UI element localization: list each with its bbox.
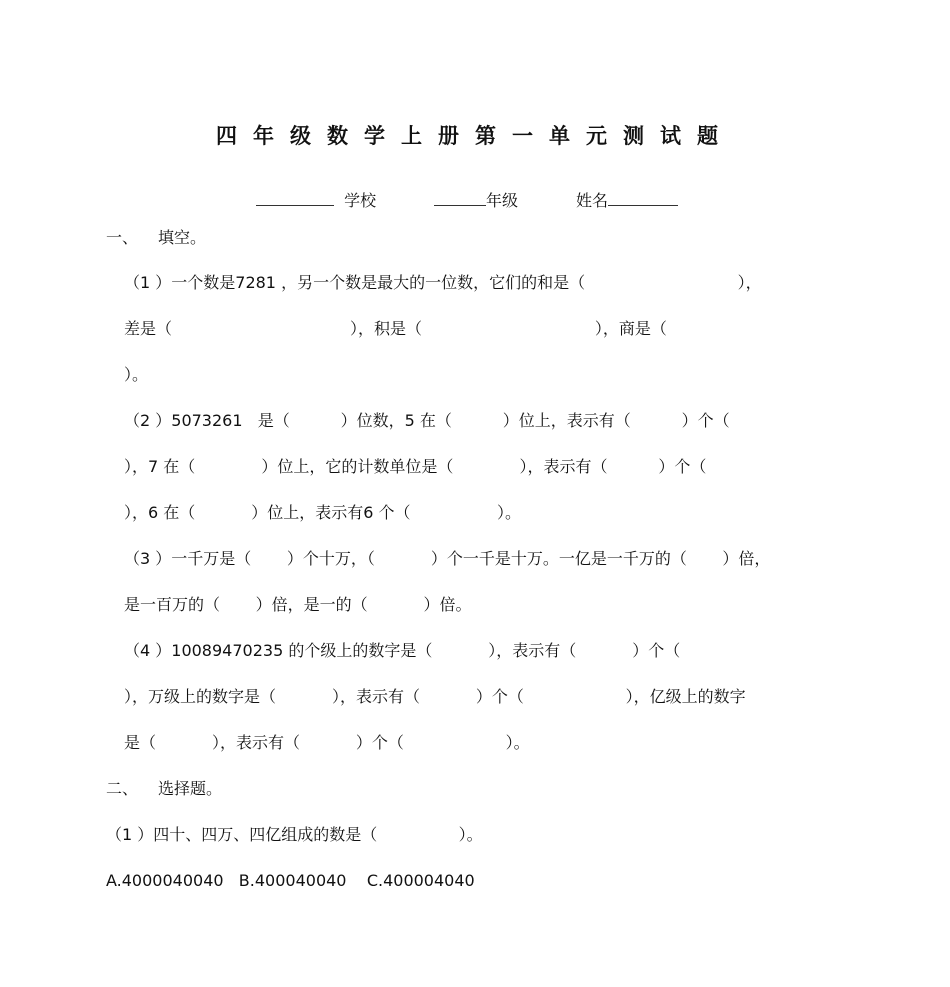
section-2-number: 二、 bbox=[106, 779, 139, 798]
name-field bbox=[576, 191, 678, 211]
question-line: （1 ）一个数是7281 ，另一个数是最大的一位数，它们的和是（ ）， bbox=[124, 273, 762, 292]
school-blank bbox=[256, 191, 334, 206]
school-label: 学校 bbox=[344, 191, 377, 210]
question-line: （4 ）10089470235 的个级上的数字是（ ），表示有（ ）个（ bbox=[124, 641, 681, 660]
question-line: （2 ）5073261 是（ ）位数，5 在（ ）位上，表示有（ ）个（ bbox=[124, 411, 730, 430]
page-title: 四年级数学上册第一单元测试题 bbox=[216, 124, 734, 148]
answer-options: A.4000040040 B.400040040 C.400004040 bbox=[106, 871, 475, 890]
question-line: ），7 在（ ）位上，它的计数单位是（ ），表示有（ ）个（ bbox=[124, 457, 707, 476]
question-line: 差是（ ），积是（ ），商是（ bbox=[124, 319, 667, 338]
section-2-heading: 选择题。 bbox=[158, 779, 223, 798]
question-line: ）。 bbox=[124, 365, 149, 384]
question-line: （1 ）四十、四万、四亿组成的数是（ ）。 bbox=[106, 825, 483, 844]
grade-label: 年级 bbox=[486, 191, 519, 210]
question-line: 是（ ），表示有（ ）个（ ）。 bbox=[124, 733, 530, 752]
question-line: （3 ）一千万是（ ）个十万，（ ）个一千是十万。一亿是一千万的（ ）倍， bbox=[124, 549, 771, 568]
question-line: ），万级上的数字是（ ），表示有（ ）个（ ），亿级上的数字 bbox=[124, 687, 746, 706]
question-line: 是一百万的（ ）倍，是一的（ ）倍。 bbox=[124, 595, 472, 614]
name-label: 姓名 bbox=[576, 191, 609, 210]
grade-blank bbox=[434, 191, 486, 206]
section-1-number: 一、 bbox=[106, 228, 139, 247]
grade-field bbox=[434, 191, 518, 211]
school-field bbox=[256, 191, 376, 211]
section-1-heading: 填空。 bbox=[158, 228, 207, 247]
name-blank bbox=[608, 191, 678, 206]
question-line: ），6 在（ ）位上，表示有6 个（ ）。 bbox=[124, 503, 521, 522]
